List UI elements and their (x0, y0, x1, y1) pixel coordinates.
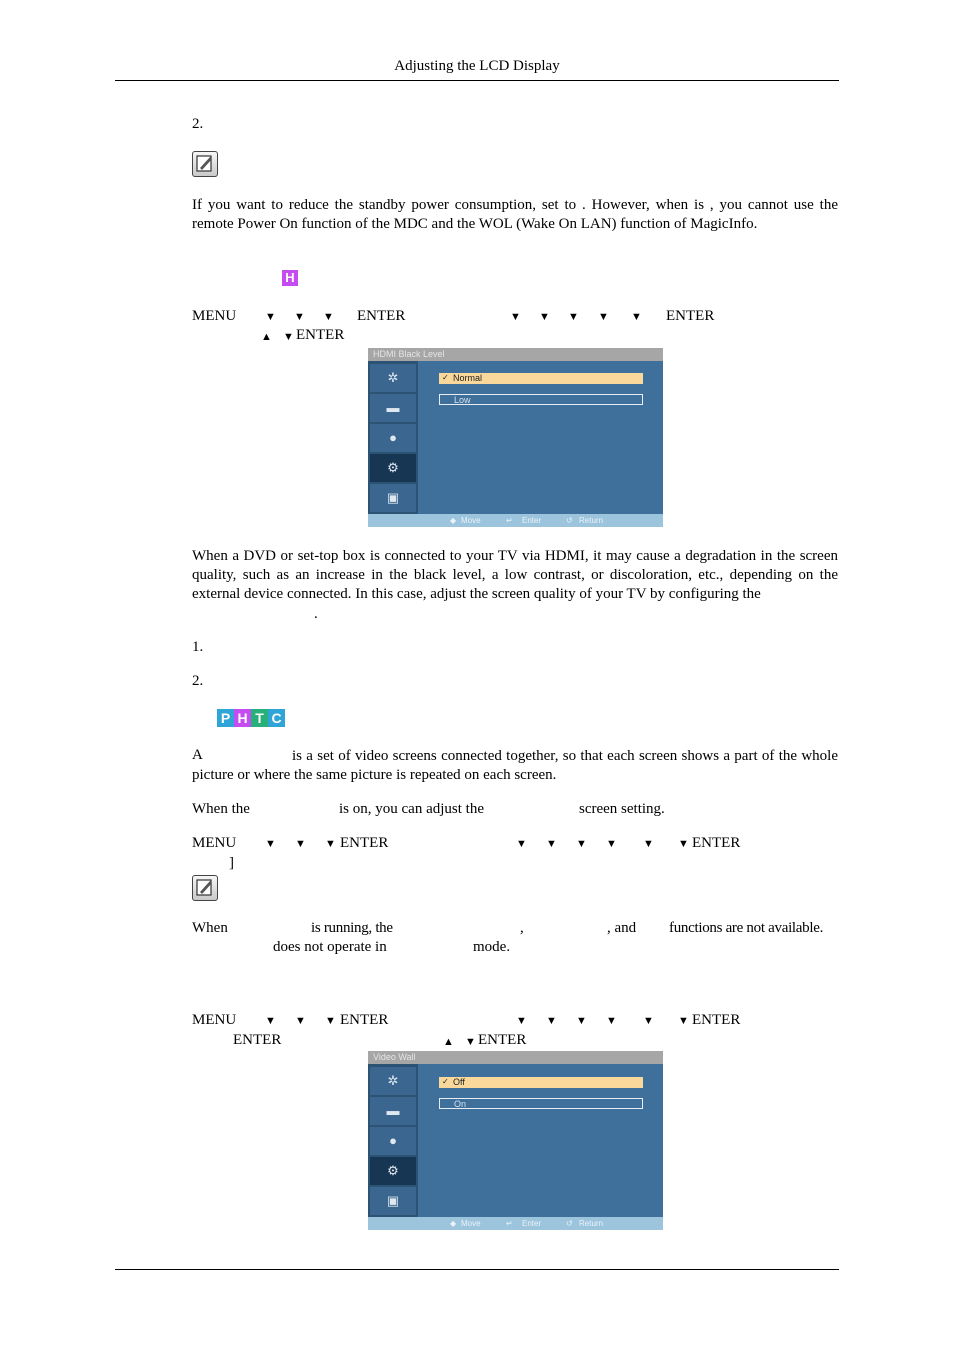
osd-footer-enter: Enter (522, 516, 542, 525)
down-arrow-icon: ▼ (516, 838, 527, 850)
osd-picture-category[interactable] (370, 364, 416, 392)
header-rule (115, 80, 839, 81)
down-arrow-icon: ▼ (678, 838, 689, 850)
hdmi-nav-enter: ENTER (666, 308, 715, 324)
osd-category-bar (368, 1064, 418, 1217)
gear-icon: ⚙ (387, 1163, 399, 1178)
down-arrow-icon: ▼ (465, 1036, 476, 1048)
screen-icon: ▬ (386, 400, 400, 415)
osd-picture-category[interactable] (370, 1067, 416, 1095)
hdmi-nav-enter: ENTER (357, 308, 406, 324)
down-arrow-icon: ▼ (265, 311, 276, 323)
videowall-nav-enter: ENTER (340, 835, 389, 851)
badge-c-icon: C (268, 709, 285, 727)
down-arrow-icon: ▼ (294, 311, 305, 323)
videowall-nav-enter: ENTER (692, 1012, 741, 1028)
down-arrow-icon: ▼ (325, 1015, 336, 1027)
osd-option-off[interactable] (439, 1077, 643, 1088)
osd-option-label: On (454, 1099, 467, 1109)
enter-icon: ↵ (506, 516, 513, 525)
osd-footer-return: Return (579, 1219, 604, 1228)
osd-option-low[interactable] (439, 394, 643, 405)
videowall-description-paragraph: is a set of video screens connected together, so that each screen shows a part of the whole picture or where the same picture is repeated on each screen. (192, 748, 838, 783)
osd-channel-category[interactable] (370, 424, 416, 452)
down-arrow-icon: ▼ (510, 311, 521, 323)
videowall-when-a: When the (192, 801, 250, 817)
video-wall-osd (368, 1051, 663, 1230)
note-icon (192, 875, 218, 901)
list-item-number: 2. (192, 673, 204, 689)
hdmi-black-level-osd (368, 348, 663, 527)
videowall-note-c: , (520, 920, 524, 936)
move-icon: ◆ (450, 516, 457, 525)
osd-sound-category[interactable] (370, 1097, 416, 1125)
down-arrow-icon: ▼ (295, 1015, 306, 1027)
videowall-desc-start: A (192, 747, 203, 763)
osd-footer-move: Move (461, 516, 481, 525)
osd-footer-move: Move (461, 1219, 481, 1228)
satellite-icon: ✲ (387, 1073, 399, 1088)
osd-option-normal[interactable] (439, 373, 643, 384)
nav-bracket: ] (229, 855, 234, 871)
badge-p-icon: P (217, 709, 234, 727)
down-arrow-icon: ▼ (606, 838, 617, 850)
osd-option-label: Low (454, 395, 471, 405)
osd-setup-category[interactable] (370, 454, 416, 482)
osd-footer-enter: Enter (522, 1219, 542, 1228)
down-arrow-icon: ▼ (568, 311, 579, 323)
videowall-when-c: screen setting. (579, 801, 665, 817)
down-arrow-icon: ▼ (325, 838, 336, 850)
note-icon (192, 151, 218, 177)
hdmi-badge-icon: H (282, 270, 298, 286)
dot-icon: ● (389, 430, 397, 445)
down-arrow-icon: ▼ (295, 838, 306, 850)
videowall-note-g: mode. (473, 939, 511, 955)
osd-channel-category[interactable] (370, 1127, 416, 1155)
down-arrow-icon: ▼ (643, 838, 654, 850)
osd-input-category[interactable] (370, 1187, 416, 1215)
osd-footer-return: Return (579, 516, 604, 525)
videowall-note-a: When (192, 920, 228, 936)
standby-note-paragraph: If you want to reduce the standby power consumption, set to . However, when is , you cannot use the remote Power On function of the MDC and the WOL (Wake On LAN) function of MagicInfo. (192, 197, 838, 232)
down-arrow-icon: ▼ (323, 311, 334, 323)
dot-icon: ● (389, 1133, 397, 1148)
screen-icon: ▬ (386, 1103, 400, 1118)
down-arrow-icon: ▼ (539, 311, 550, 323)
videowall-nav-enter: ENTER (340, 1012, 389, 1028)
page-header: Adjusting the LCD Display (394, 58, 560, 74)
down-arrow-icon: ▼ (546, 1015, 557, 1027)
osd-sound-category[interactable] (370, 394, 416, 422)
videowall-note-e: functions are not available. (669, 920, 824, 936)
up-arrow-icon: ▲ (443, 1036, 454, 1048)
hdmi-description-paragraph: When a DVD or set-top box is connected to your TV via HDMI, it may cause a degradation in the screen quality, such as an increase in the black level, a low contrast, or discoloration, etc., depending on the external device connected. In this case, adjust the screen quality of your TV by configuring the (192, 548, 838, 602)
list-item-number: 1. (192, 639, 204, 655)
down-arrow-icon: ▼ (283, 331, 294, 343)
return-icon: ↺ (566, 1219, 573, 1228)
up-arrow-icon: ▲ (261, 331, 272, 343)
videowall-nav-enter: ENTER (692, 835, 741, 851)
down-arrow-icon: ▼ (265, 1015, 276, 1027)
hdmi-nav-enter: ENTER (296, 327, 345, 343)
osd-category-bar (368, 361, 418, 514)
osd-footer (368, 514, 663, 527)
badge-t-icon: T (251, 709, 268, 727)
input-icon: ▣ (386, 490, 400, 505)
down-arrow-icon: ▼ (516, 1015, 527, 1027)
enter-icon: ↵ (506, 1219, 513, 1228)
down-arrow-icon: ▼ (576, 838, 587, 850)
videowall-nav-menu: MENU (192, 835, 237, 851)
down-arrow-icon: ▼ (598, 311, 609, 323)
videowall-nav-menu: MENU (192, 1012, 237, 1028)
videowall-note-f: does not operate in (273, 939, 387, 955)
videowall-nav-enter: ENTER (478, 1032, 527, 1048)
hdmi-nav-menu: MENU (192, 308, 237, 324)
osd-option-label: Normal (453, 373, 483, 383)
videowall-when-b: is on, you can adjust the (339, 801, 484, 817)
down-arrow-icon: ▼ (576, 1015, 587, 1027)
check-icon: ✓ (442, 373, 449, 382)
down-arrow-icon: ▼ (265, 838, 276, 850)
model-badges (217, 709, 285, 727)
videowall-note-b: is running, the (311, 920, 393, 936)
down-arrow-icon: ▼ (631, 311, 642, 323)
gear-icon: ⚙ (387, 460, 399, 475)
satellite-icon: ✲ (387, 370, 399, 385)
hdmi-description-end: . (314, 606, 318, 622)
footer-rule (115, 1269, 839, 1270)
down-arrow-icon: ▼ (606, 1015, 617, 1027)
step-number: 2. (192, 116, 204, 132)
badge-h-icon: H (234, 709, 251, 727)
osd-option-label: Off (453, 1077, 465, 1087)
check-icon: ✓ (442, 1077, 449, 1086)
videowall-nav-enter: ENTER (233, 1032, 282, 1048)
down-arrow-icon: ▼ (546, 838, 557, 850)
osd-setup-category[interactable] (370, 1157, 416, 1185)
move-icon: ◆ (450, 1219, 457, 1228)
osd-footer (368, 1217, 663, 1230)
osd-option-on[interactable] (439, 1098, 643, 1109)
videowall-note-d: , and (607, 920, 637, 936)
down-arrow-icon: ▼ (643, 1015, 654, 1027)
input-icon: ▣ (386, 1193, 400, 1208)
osd-title: HDMI Black Level (368, 348, 663, 361)
return-icon: ↺ (566, 516, 573, 525)
osd-title: Video Wall (368, 1051, 663, 1064)
down-arrow-icon: ▼ (678, 1015, 689, 1027)
osd-input-category[interactable] (370, 484, 416, 512)
